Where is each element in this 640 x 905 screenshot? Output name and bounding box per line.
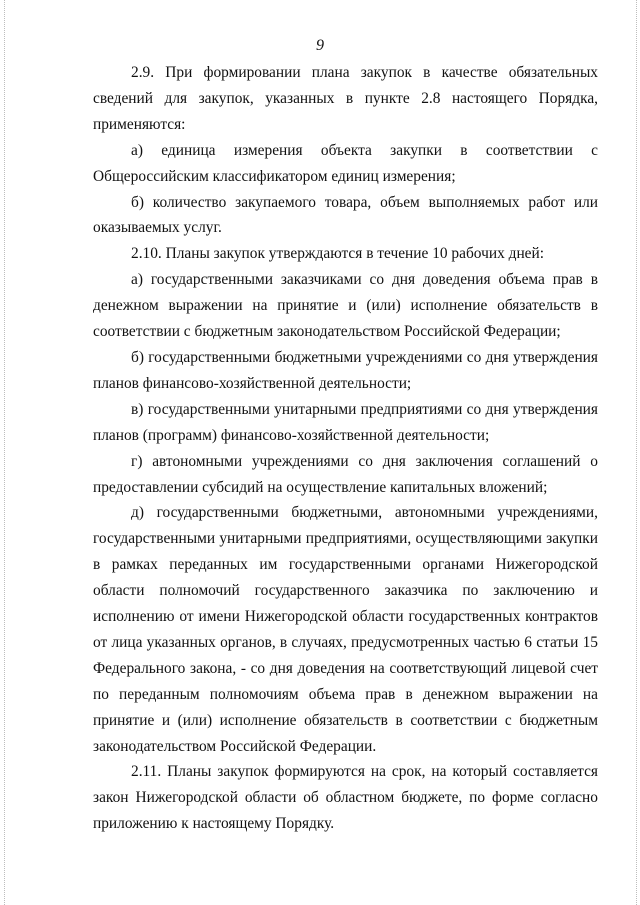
list-item-2-10-c: в) государственными унитарными предприятиями со дня утверждения планов (программ) финансово-хозяйственной деятельности;	[93, 400, 598, 444]
list-item-2-9-b: б) количество закупаемого товара, объем выполняемых работ или оказываемых услуг.	[93, 193, 598, 237]
page-number: 9	[316, 37, 324, 54]
scan-edge-right	[636, 0, 637, 905]
paragraph-2-9: 2.9. При формировании плана закупок в качестве обязательных сведений для закупок, указанных в пункте 2.8 настоящего Порядка, применяются:	[93, 64, 598, 133]
paragraph-2-11: 2.11. Планы закупок формируются на срок, на который составляется закон Нижегородской области об областном бюджете, по форме согласно приложению к настоящему Порядку.	[93, 763, 598, 833]
list-item-2-9-a: а) единица измерения объекта закупки в соответствии с Общероссийским классификатором единиц измерения;	[93, 141, 598, 185]
document-body	[93, 60, 598, 837]
list-item-2-10-e: д) государственными бюджетными, автономными учреждениями, государственными унитарными предприятиями, осуществляющими закупки в рамках переданных им государственными органами Нижегородской области полномочий государственного заказчика по заключению и исполнению от имени Нижегородской области государственных контрактов от лица указанных органов, в случаях, предусмотренных частью 6 статьи 15 Федерального закона, - со дня доведения на соответствующий лицевой счет по переданным полномочиям объема прав в денежном выражении на принятие и (или) исполнение обязательств в соответствии с бюджетным законодательством Российской Федерации.	[93, 504, 598, 755]
list-item-2-10-a: а) государственными заказчиками со дня доведения объема прав в денежном выражении на принятие и (или) исполнение обязательств в соответствии с бюджетным законодательством Российской Федерации;	[93, 271, 598, 341]
scan-edge-left	[4, 0, 5, 905]
list-item-2-10-b: б) государственными бюджетными учреждениями со дня утверждения планов финансово-хозяйственной деятельности;	[93, 348, 598, 392]
paragraph-2-10: 2.10. Планы закупок утверждаются в течение 10 рабочих дней:	[131, 245, 545, 263]
list-item-2-10-d: г) автономными учреждениями со дня заключения соглашений о предоставлении субсидий на осуществление капитальных вложений;	[93, 452, 598, 496]
